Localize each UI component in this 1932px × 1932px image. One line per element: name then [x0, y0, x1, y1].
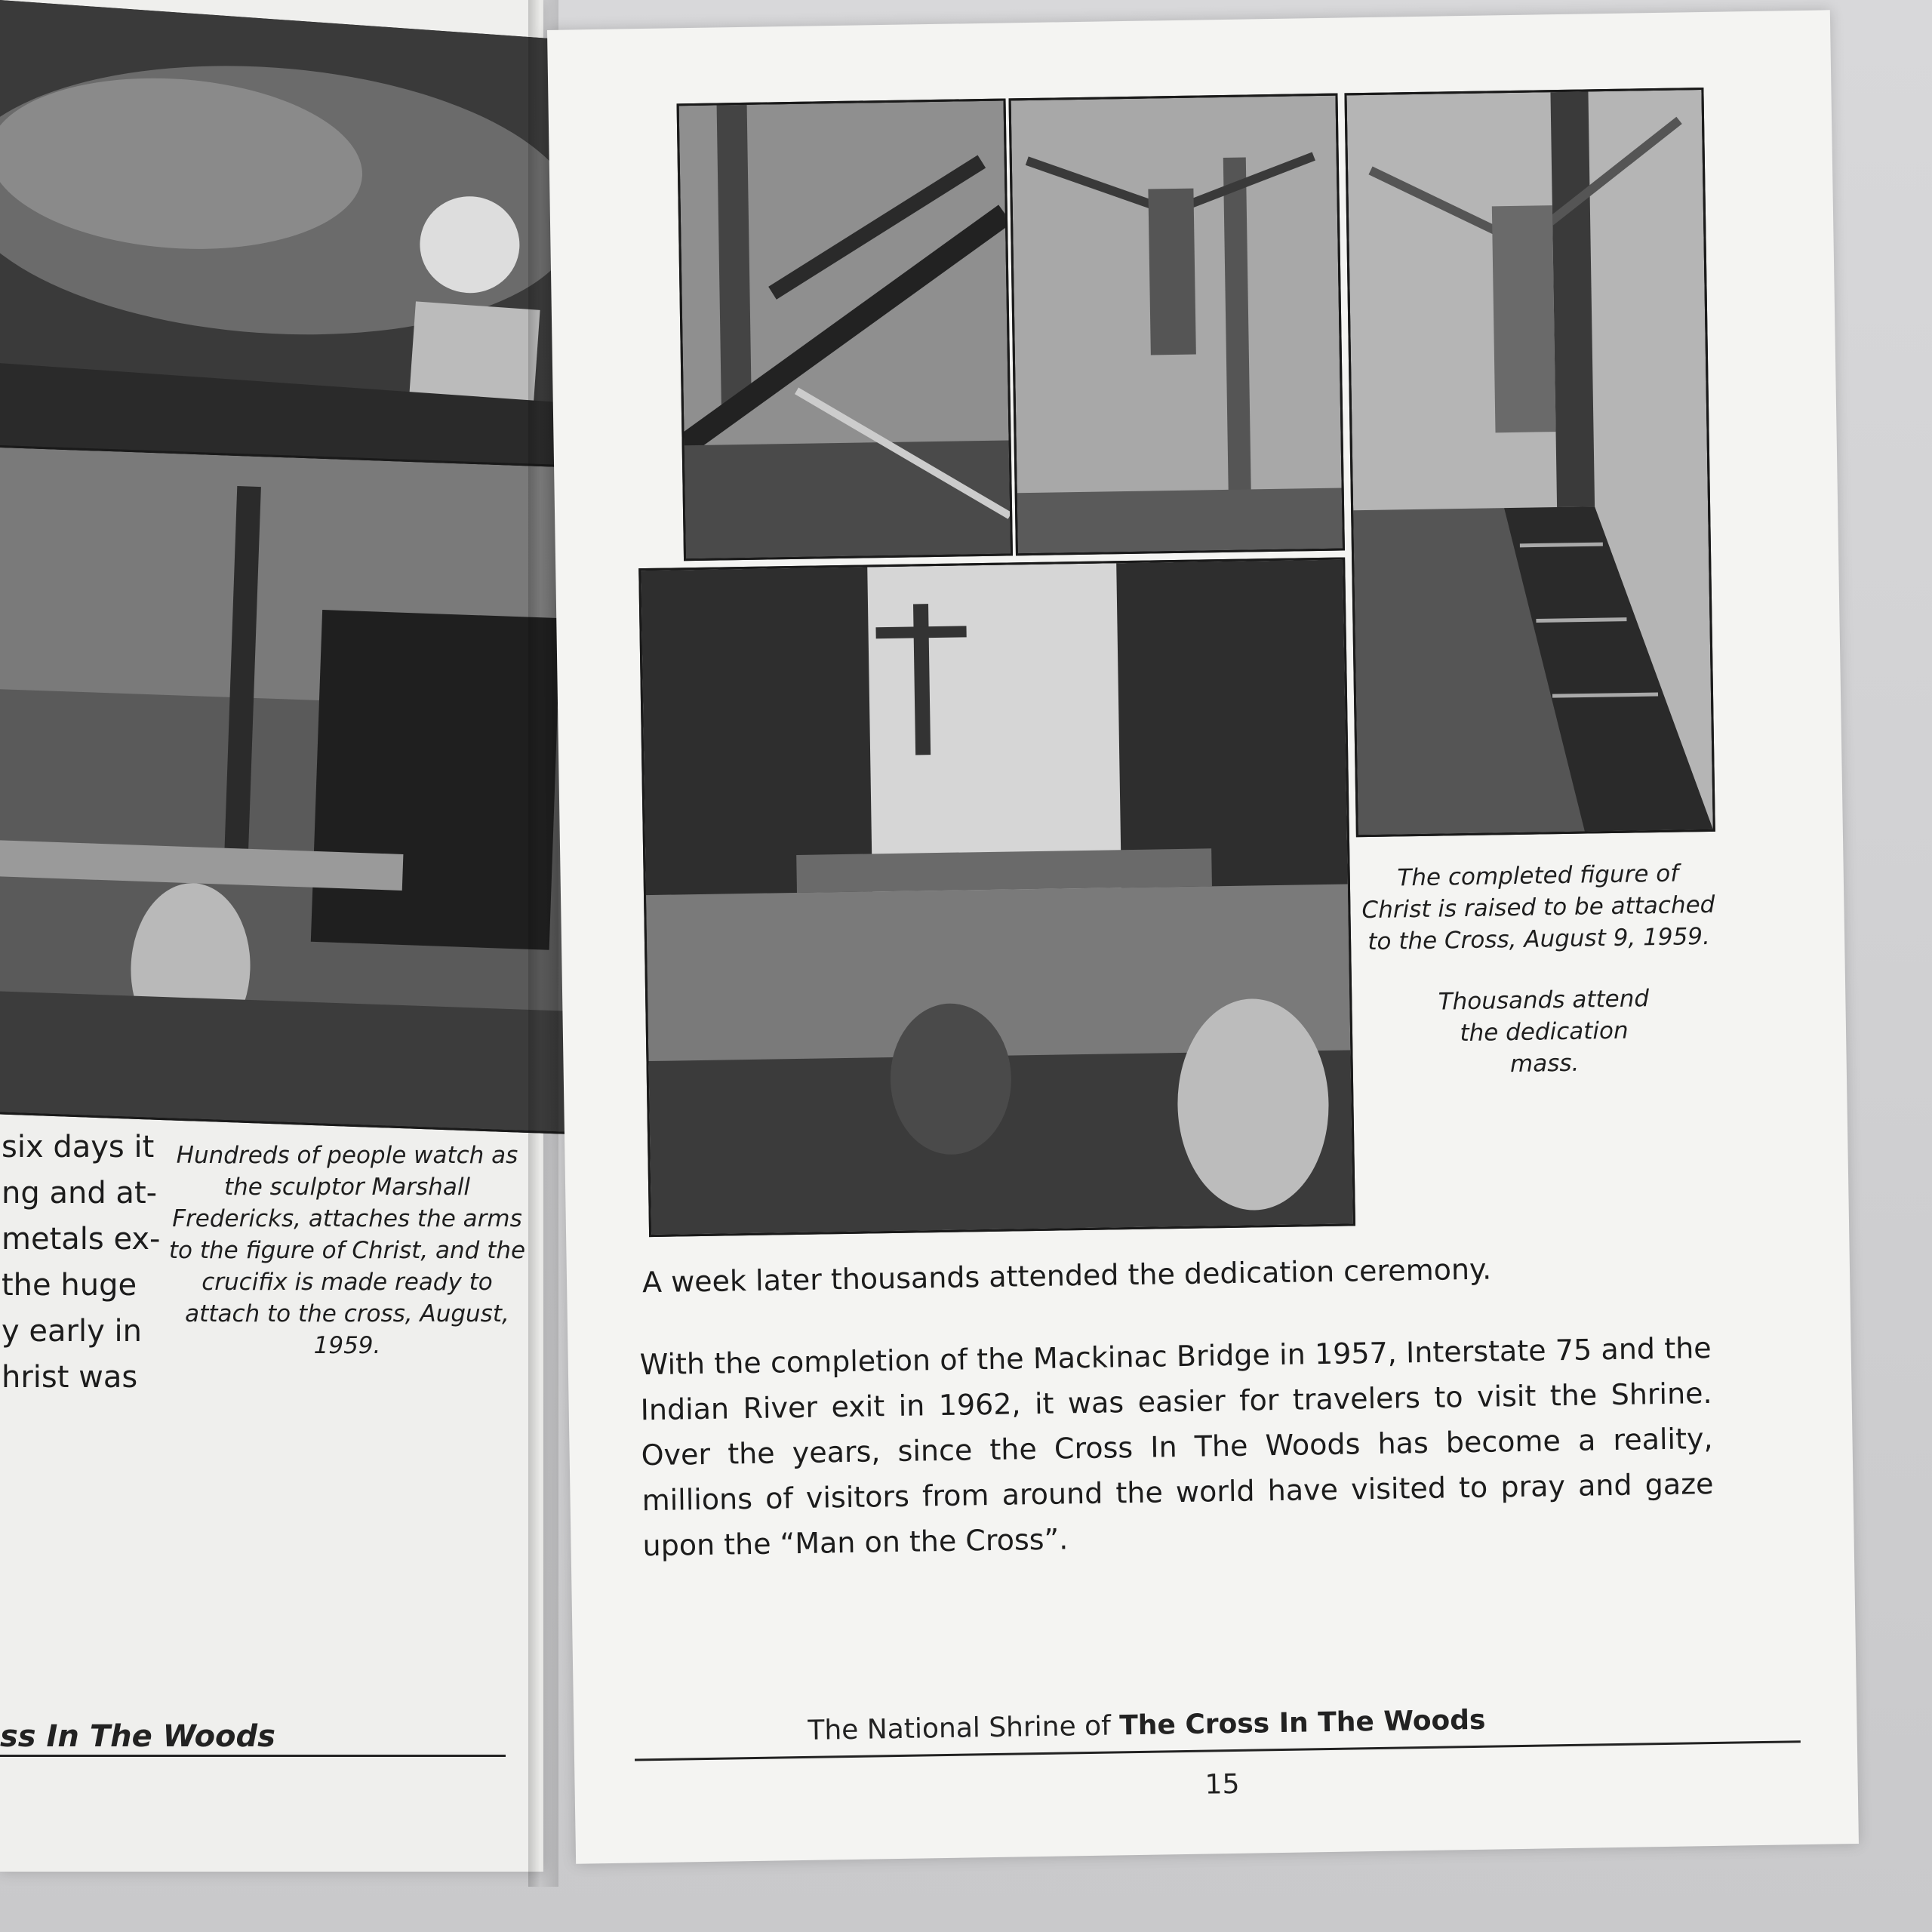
photo-figure-raised-over-stairs: [1344, 88, 1715, 837]
left-body-line: y early in: [2, 1314, 142, 1349]
footer-title-plain: The National Shrine of: [808, 1710, 1112, 1746]
left-photo-caption: Hundreds of people watch as the sculptor Marshall Fredericks, attaches the arms to the figure of Christ, and the crucifix is made ready to attach to the cross, August, 1959.: [168, 1142, 526, 1359]
photo-crucifix-on-crane: [1008, 94, 1344, 556]
paragraph-dedication: A week later thousands attended the dedication ceremony.: [641, 1252, 1492, 1300]
left-body-line: hrist was: [2, 1360, 138, 1395]
left-body-line: six days it: [2, 1130, 155, 1164]
left-page: [0, 0, 543, 1872]
photo-dedication-mass-crowd: [638, 557, 1355, 1237]
photo-crowd-watching-sculptor: [0, 445, 598, 1134]
footer-title-bold: The Cross In The Woods: [1118, 1704, 1486, 1742]
left-footer-rule: [0, 1755, 506, 1757]
right-photo-caption-mass: Thousands attend the dedication mass.: [1438, 985, 1650, 1078]
paragraph-visitors: With the completion of the Mackinac Bridge in 1957, Interstate 75 and the Indian River exit in 1962, it was easier for travelers to visit the Shrine. Over the years, since the Cross In The Woods has become a reality, millions of visitors from around the world have visited to pray and gaze upon the “Man on the Cross”.: [639, 1331, 1714, 1563]
right-photo-caption-raised: The completed figure of Christ is raised to be attached to the Cross, August 9, 1959.: [1361, 860, 1715, 956]
left-footer-title: ss In The Woods: [0, 1719, 275, 1754]
left-body-line: the huge: [2, 1268, 137, 1303]
photo-figure-being-lifted: [677, 98, 1013, 561]
page-number: 15: [1204, 1768, 1240, 1801]
left-body-line: metals ex-: [2, 1222, 161, 1257]
right-footer-title: [808, 1705, 1486, 1746]
right-page: [547, 10, 1859, 1863]
left-body-line: ng and at-: [2, 1176, 158, 1211]
left-body-fragments: [2, 1124, 168, 1401]
